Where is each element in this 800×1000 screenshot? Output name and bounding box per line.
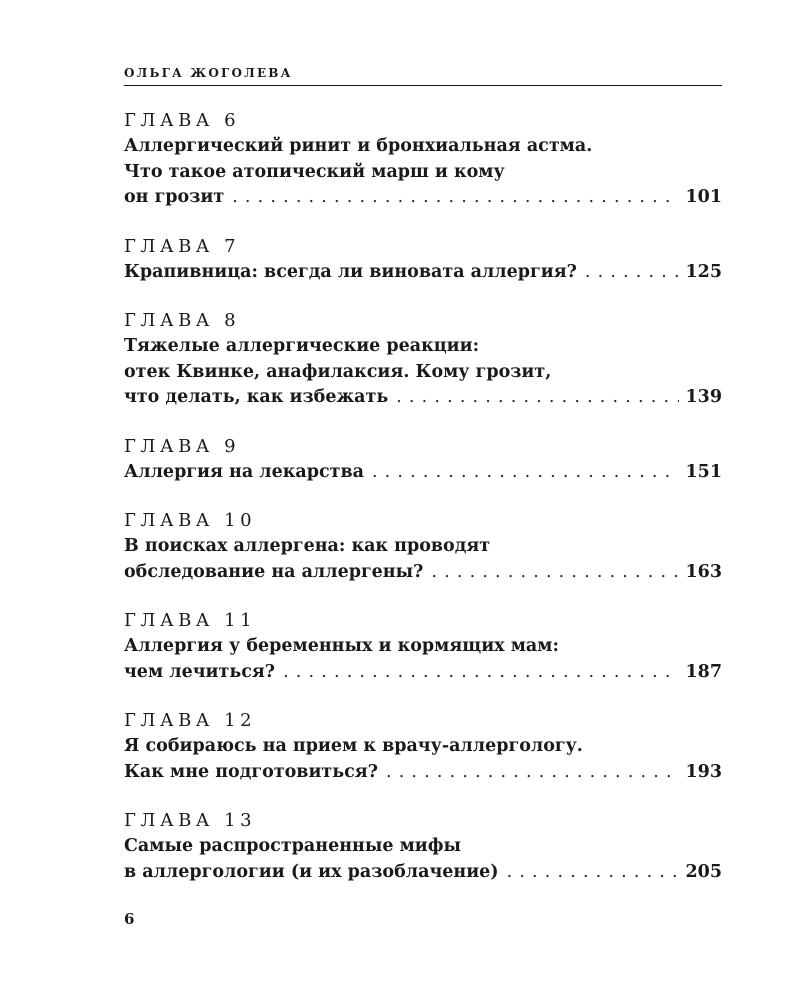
toc-entry-chapter-13[interactable]	[124, 808, 722, 885]
dot-leader	[507, 860, 680, 886]
page-number: 187	[685, 661, 722, 682]
dot-leader	[396, 385, 679, 411]
chapter-label: ГЛАВА 7	[124, 235, 241, 257]
chapter-label: ГЛАВА 9	[124, 435, 241, 457]
dot-leader	[283, 660, 679, 686]
chapter-title-last-line	[124, 185, 722, 211]
toc-entry-chapter-7[interactable]	[124, 234, 722, 286]
chapter-title-last-line	[124, 660, 722, 686]
chapter-title-line: Что такое атопический марш и кому	[124, 161, 505, 182]
toc-entry-chapter-6[interactable]	[124, 108, 722, 211]
page-folio: 6	[124, 910, 135, 928]
chapter-title-line: Аллергия у беременных и кормящих мам:	[124, 636, 559, 656]
chapter-title-last-line	[124, 460, 722, 486]
running-head-author: ОЛЬГА ЖОГОЛЕВА	[124, 66, 293, 80]
dot-leader	[386, 760, 679, 786]
chapter-title-text: он грозит	[124, 187, 225, 207]
chapter-title-text: чем лечиться?	[124, 661, 276, 682]
page-number: 139	[685, 387, 722, 407]
header-rule	[124, 85, 722, 86]
chapter-label: ГЛАВА 11	[124, 610, 257, 631]
chapter-title-text: в аллергологии (и их разоблачение)	[124, 861, 499, 882]
chapter-title-last-line	[124, 560, 722, 586]
page-number: 205	[685, 861, 722, 882]
chapter-label: ГЛАВА 6	[124, 110, 241, 131]
chapter-title-line: отек Квинке, анафилаксия. Кому грозит,	[124, 361, 552, 382]
toc-entry-chapter-8[interactable]	[124, 308, 722, 411]
toc-entry-chapter-12[interactable]	[124, 708, 722, 785]
page-number: 125	[685, 261, 722, 282]
chapter-title-text: Аллергия на лекарства	[124, 461, 364, 482]
chapter-title-last-line	[124, 860, 722, 886]
chapter-title-text: Как мне подготовиться?	[124, 761, 378, 782]
chapter-title-text: что делать, как избежать	[124, 387, 389, 407]
page-number: 101	[685, 187, 722, 207]
toc-entry-chapter-11[interactable]	[124, 608, 722, 685]
chapter-title-line: Я собираюсь на прием к врачу-аллергологу.	[124, 736, 583, 756]
chapter-title-text: обследование на аллергены?	[124, 561, 424, 582]
chapter-label: ГЛАВА 10	[124, 510, 257, 531]
chapter-title-line: Тяжелые аллергические реакции:	[124, 336, 480, 356]
chapter-label: ГЛАВА 8	[124, 310, 241, 331]
chapter-label: ГЛАВА 12	[124, 710, 257, 731]
chapter-title-line: Аллергический ринит и бронхиальная астма.	[124, 136, 593, 156]
chapter-title-last-line	[124, 760, 722, 786]
chapter-title-text: Крапивница: всегда ли виновата аллергия?	[124, 261, 577, 282]
chapter-title-line: Самые распространенные мифы	[124, 836, 462, 856]
page-number: 193	[685, 761, 722, 782]
chapter-title-last-line	[124, 260, 722, 286]
chapter-label: ГЛАВА 13	[124, 810, 257, 831]
dot-leader	[372, 460, 680, 486]
toc-entry-chapter-10[interactable]	[124, 508, 722, 585]
dot-leader	[232, 185, 679, 211]
table-of-contents	[124, 108, 722, 908]
dot-leader	[431, 560, 679, 586]
page-number: 163	[685, 561, 722, 582]
page-number: 151	[685, 461, 722, 482]
toc-entry-chapter-9[interactable]	[124, 434, 722, 486]
dot-leader	[585, 260, 680, 286]
chapter-title-last-line	[124, 385, 722, 411]
chapter-title-line: В поисках аллергена: как проводят	[124, 536, 491, 556]
